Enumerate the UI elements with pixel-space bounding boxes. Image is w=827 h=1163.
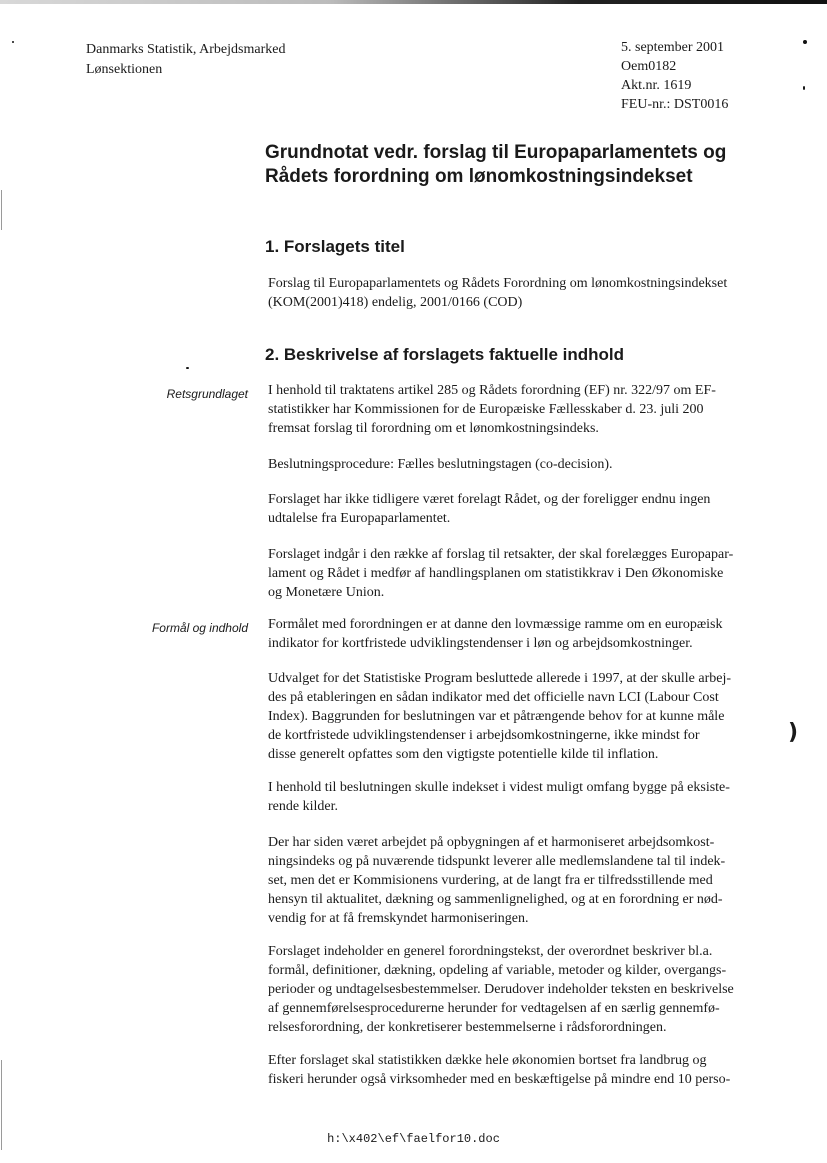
paragraph [268,778,784,816]
text-line: fiskeri herunder også virksomheder med en beskæftigelse på mindre end 10 perso- [268,1072,731,1087]
sender-section: Lønsektionen [86,62,163,77]
text-line: lament og Rådet i medfør af handlingsplanen om statistikkrav i Den Økonomiske [268,566,724,581]
margin-label-formaal: Formål og indhold [151,621,248,635]
text-line: relsesforordning, der konkretiserer bestemmelserne i rådsforordningen. [268,1020,667,1035]
text-line: statistikker har Kommissionen for de Europæiske Fællesskaber d. 23. juli 200 [268,402,704,417]
text-line: Forslag til Europaparlamentets og Rådets Forordning om lønomkostningsindekset [268,276,728,291]
text-line: disse generelt opfattes som den vigtigste potentielle kilde til inflation. [268,747,659,762]
reference-block [621,38,728,114]
text-line: de kortfristede udviklingstendenser i arbejdsomkostningerne, ikke mindst for [268,728,700,743]
feu-number: FEU-nr.: DST0016 [621,97,729,112]
text-line: des på etableringen en sådan indikator med det officielle navn LCI (Labour Cost [268,690,719,705]
section-heading-2: 2. Beskrivelse af forslagets faktuelle indhold [265,345,625,364]
text-line: Beslutningsprocedure: Fælles beslutningstagen (co-decision). [268,457,613,472]
scan-speck [803,86,805,90]
page-title-line: Grundnotat vedr. forslag til Europaparlamentets og [265,142,727,163]
scan-edge-top [0,0,827,4]
text-line: rende kilder. [268,799,338,814]
text-line: ningsindeks og på nuværende tidspunkt leverer alle medlemslandene tal til indek- [268,854,726,869]
text-line: Der har siden været arbejdet på opbygningen af et harmoniseret arbejdsomkost- [268,835,715,850]
scan-speck [803,40,807,44]
section-heading-1: 1. Forslagets titel [265,237,405,256]
paragraph [268,490,784,528]
text-line: Forslaget har ikke tidligere været forelagt Rådet, og der foreligger endnu ingen [268,492,711,507]
text-line: I henhold til beslutningen skulle indekset i videst muligt omfang bygge på eksiste- [268,780,730,795]
paragraph [268,455,784,474]
scan-edge-left [1,190,2,230]
paragraph [268,833,784,928]
sender-organisation: Danmarks Statistik, Arbejdsmarked [86,42,286,57]
text-line: Forslaget indgår i den række af forslag til retsakter, der skal forelægges Europapar- [268,547,734,562]
paragraph [268,274,784,312]
text-line: Index). Baggrunden for beslutningen var et påtrængende behov for at kunne måle [268,709,725,724]
paragraph [268,615,784,653]
footer-file-path: h:\x402\ef\faelfor10.doc [327,1132,500,1146]
text-line: formål, definitioner, dækning, opdeling af variable, metoder og kilder, overgangs- [268,963,727,978]
text-line: Efter forslaget skal statistikken dække hele økonomien bortset fra landbrug og [268,1053,707,1068]
text-line: indikator for kortfristede udviklingstendenser i løn og arbejdsomkostninger. [268,636,693,651]
text-line: Udvalget for det Statistiske Program besluttede allerede i 1997, at der skulle arbej- [268,671,732,686]
paragraph [268,545,784,602]
margin-bracket-mark: ) [788,720,799,745]
text-line: vendig for at få fremskyndet harmoniseringen. [268,911,529,926]
scan-speck [186,367,189,369]
paragraph [268,942,784,1037]
page-title [265,141,785,189]
sender-block [86,40,285,80]
text-line: (KOM(2001)418) endelig, 2001/0166 (COD) [268,295,523,310]
margin-label-retsgrundlaget: Retsgrundlaget [166,387,248,401]
text-line: udtalelse fra Europaparlamentet. [268,511,451,526]
page-title-line: Rådets forordning om lønomkostningsindekset [265,166,693,187]
case-number: Akt.nr. 1619 [621,78,692,93]
text-line: I henhold til traktatens artikel 285 og Rådets forordning (EF) nr. 322/97 om EF- [268,383,716,398]
text-line: set, men det er Kommisionens vurdering, at de langt fra er tilfredsstillende med [268,873,713,888]
text-line: og Monetære Union. [268,585,385,600]
text-line: hensyn til aktualitet, dækning og sammenlignelighed, og at en forordning er nød- [268,892,723,907]
text-line: perioder og undtagelsesbestemmelser. Derudover indeholder teksten en beskrivelse [268,982,734,997]
document-date: 5. september 2001 [621,40,725,55]
text-line: Formålet med forordningen er at danne den lovmæssige ramme om en europæisk [268,617,723,632]
scan-speck [12,41,14,43]
text-line: Forslaget indeholder en generel forordningstekst, der overordnet beskriver bl.a. [268,944,713,959]
paragraph [268,1051,784,1089]
text-line: af gennemførelsesprocedurerne herunder for vedtagelsen af en særlig gennemfø- [268,1001,720,1016]
text-line: fremsat forslag til forordning om et lønomkostningsindeks. [268,421,599,436]
paragraph [268,381,784,438]
reference-code: Oem0182 [621,59,677,74]
paragraph [268,669,784,764]
